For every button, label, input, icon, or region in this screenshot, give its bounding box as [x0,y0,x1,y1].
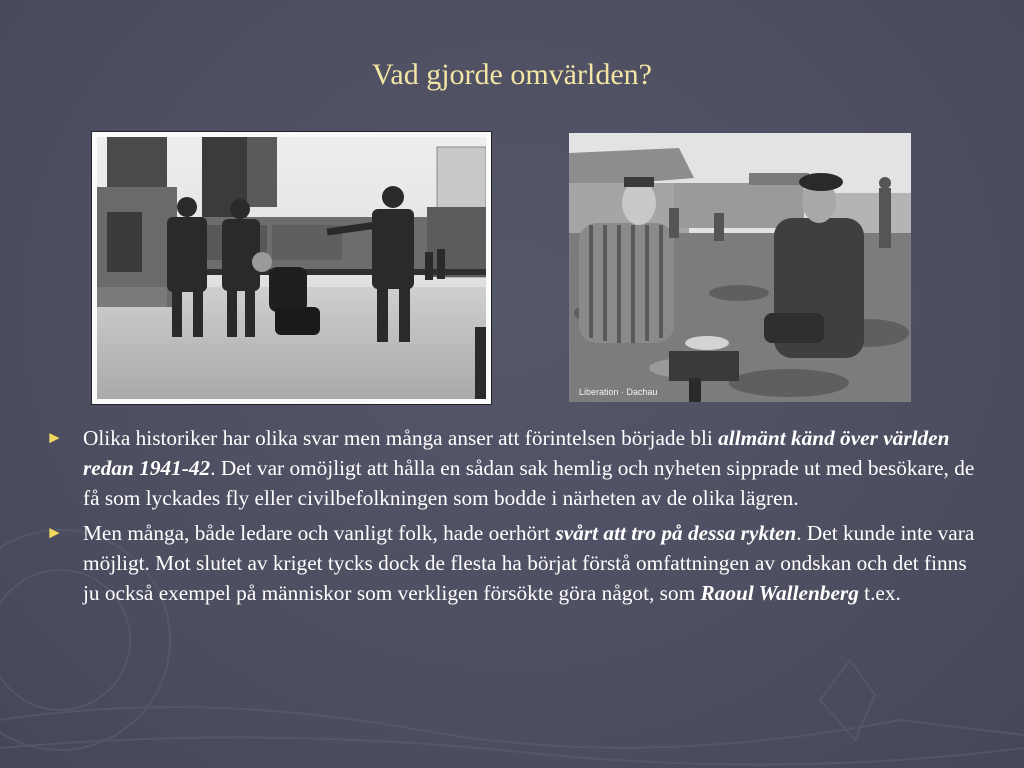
bullet-item [46,518,976,608]
bullet-emphasis: svårt att tro på dessa rykten [555,521,797,545]
photo-soldiers-executing-prisoner [92,132,491,404]
bullet-list [46,423,976,613]
bullet-text: . Det kunde inte vara möjligt. Mot slutet av kriget tycks dock de flesta ha börjat förstå omfattningen av ondskan och det finns ju också exempel på människor som verkligen försökte göra något, som [83,521,975,605]
bullet-text: Olika historiker har olika svar men många anser att förintelsen började bli [83,426,719,450]
bullet-text: t.ex. [858,581,901,605]
bullet-arrow-icon: ► [46,428,63,447]
photo-caption: Liberation · Dachau [579,387,658,397]
bullet-emphasis-name: Raoul Wallenberg [700,581,859,605]
bullet-text: Men många, både ledare och vanligt folk, hade oerhört [83,521,556,545]
bullet-emphasis: allmänt känd över världen redan 1941-42 [83,426,950,480]
bullet-item [46,423,976,513]
photo-liberated-prisoners [569,133,911,402]
slide-title: Vad gjorde omvärlden? [372,58,652,91]
bullet-text: . Det var omöjligt att hålla en sådan sak hemlig och nyheten sipprade ut med besökare, de få som lyckades fly eller civilbefolkningen som bodde i närheten av de olika lägren. [83,456,975,510]
bullet-arrow-icon: ► [46,523,63,542]
